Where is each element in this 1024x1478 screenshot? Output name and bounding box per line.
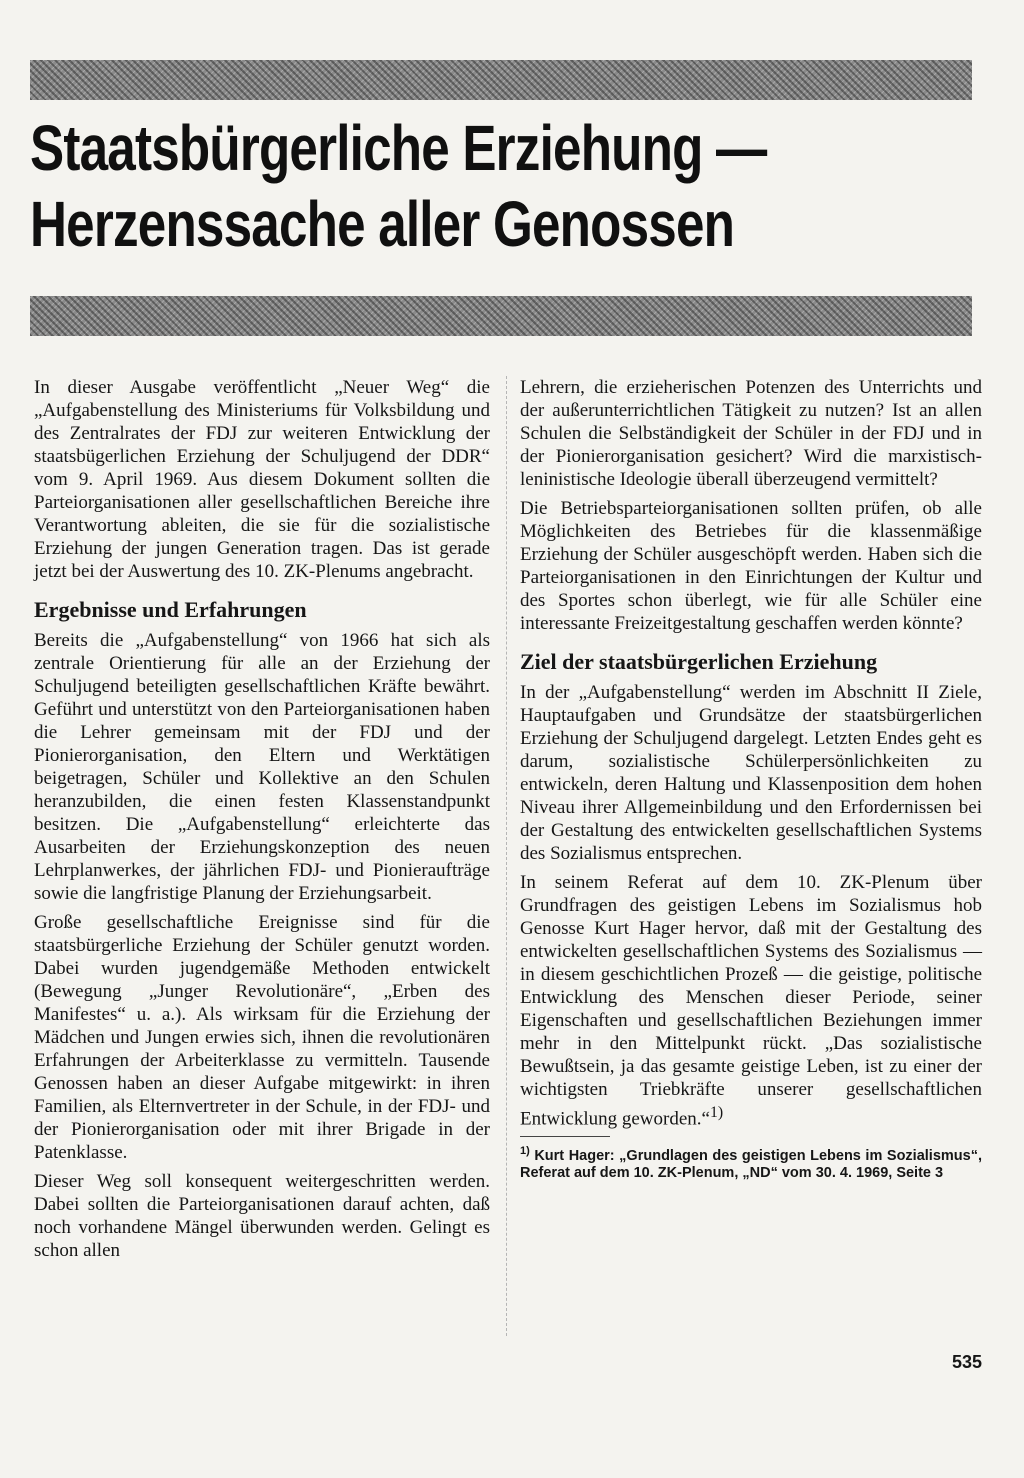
footnote [520,1143,982,1182]
footnote-text: Kurt Hager: „Grundlagen des geistigen Lebens im Sozialismus“, Referat auf dem 10. ZK-Plenum, „ND“ vom 30. 4. 1969, Seite 3 [520,1148,982,1182]
section-heading-goal: Ziel der staatsbürgerlichen Erziehung [520,649,878,674]
paragraph-text: In seinem Referat auf dem 10. ZK-Plenum über Grundfragen des geistigen Lebens im Sozialismus hob Genosse Kurt Hager hervor, daß mit der Gestaltung des entwickelten gesellschaftlichen Systems des Sozialismus — in diesem geschichtlichen Prozeß — die geistige, politische Entwicklung des Menschen dieser Periode, seiner Eigenschaften und gesellschaftlichen Beziehungen immer mehr in den Mittelpunkt rückt. „Das sozialistische Bewußtsein, ja das gesamte geistige Leben, ist zu einer der wichtigsten Triebkräfte unserer gesellschaftlichen Entwicklung geworden.“ [520,872,982,1130]
left-column [34,376,490,1268]
right-column [520,376,982,1188]
footnote-rule [520,1136,610,1137]
bottom-halftone-bar [30,296,972,336]
paragraph [520,871,982,1130]
footnote-marker: 1) [520,1145,530,1158]
paragraph: Bereits die „Aufgabenstellung“ von 1966 hat sich als zentrale Orientierung für alle an der Erziehung der Schuljugend beteiligten gesellschaftlichen Kräfte bewährt. Geführt und unterstützt von den Parteiorganisationen haben die Lehrer gemeinsam mit der FDJ und der Pionierorganisation, den Eltern und Werktätigen beigetragen, Schüler und Kollektive an den Schulen heranzubilden, die einen festen Klassenstandpunkt besitzen. Die „Aufgabenstellung“ erleichterte das Ausarbeiten der Erziehungskonzeption des neuen Lehrplanwerkes, der jährlichen FDJ- und Pionieraufträge sowie die langfristige Planung der Erziehungsarbeit. [34,630,490,904]
headline-line-1: Staatsbürgerliche Erziehung — [30,112,767,184]
top-halftone-bar [30,60,972,100]
column-divider [506,376,507,1336]
paragraph: In der „Aufgabenstellung“ werden im Abschnitt II Ziele, Hauptaufgaben und Grundsätze der staatsbürgerlichen Erziehung der Schuljugend dargelegt. Letzten Endes geht es darum, sozialistische Schülerpersönlichkeiten zu entwickeln, deren Haltung und Klassenposition dem hohen Niveau ihrer Allgemeinbildung und den Erfordernissen bei der Gestaltung des entwickelten gesellschaftlichen Systems des Sozialismus entsprechen. [520,682,982,864]
page-number: 535 [951,1352,982,1372]
section-heading-results: Ergebnisse und Erfahrungen [34,597,307,622]
footnote-reference: 1) [709,1104,724,1121]
paragraph: Dieser Weg soll konsequent weitergeschritten werden. Dabei sollten die Parteiorganisationen darauf achten, daß noch vorhandene Mängel überwunden werden. Gelingt es schon allen [34,1171,490,1261]
paragraph: Lehrern, die erzieherischen Potenzen des Unterrichts und der außerunterrichtlichen Tätigkeit zu nutzen? Ist an allen Schulen die Selbständigkeit der Schüler in der FDJ und in der Pionierorganisation gesichert? Wird die marxistisch-leninistische Ideologie überall überzeugend vermittelt? [520,377,982,490]
headline-line-2: Herzenssache aller Genossen [30,188,735,260]
paragraph: Große gesellschaftliche Ereignisse sind für die staatsbürgerliche Erziehung der Schüler genutzt worden. Dabei wurden jugendgemäße Methoden entwickelt (Bewegung „Junger Revolutionäre“, „Erben des Manifestes“ u. a.). Als wirksam für die Erziehung der Mädchen und Jungen erwies sich, ihnen die revolutionären Erfahrungen der Arbeiterklasse zu vermitteln. Tausende Genossen haben an dieser Aufgabe mitgewirkt: in ihren Familien, als Elternvertreter in der Schule, in der FDJ- und der Pionierorganisation oder mit ihrer Brigade in der Patenklasse. [34,912,490,1163]
article-headline [30,110,798,262]
intro-paragraph: In dieser Ausgabe veröffentlicht „Neuer Weg“ die „Aufgabenstellung des Ministeriums für Volksbildung und des Zentralrates der FDJ zur weiteren Entwicklung der staatsbügerlichen Erziehung der Schuljugend der DDR“ vom 9. April 1969. Aus diesem Dokument sollten die Parteiorganisationen aller gesellschaftlichen Bereiche ihre Verantwortung ableiten, die sie für die sozialistische Erziehung der jungen Generation tragen. Das ist gerade jetzt bei der Auswertung des 10. ZK-Plenums angebracht. [34,377,490,582]
paragraph: Die Betriebsparteiorganisationen sollten prüfen, ob alle Möglichkeiten des Betriebes für die klassenmäßige Erziehung der Schüler ausgeschöpft werden. Haben sich die Parteiorganisationen in den Einrichtungen der Kultur und des Sportes schon überlegt, wie für alle Schüler eine interessante Freizeitgestaltung geschaffen werden könnte? [520,498,982,634]
